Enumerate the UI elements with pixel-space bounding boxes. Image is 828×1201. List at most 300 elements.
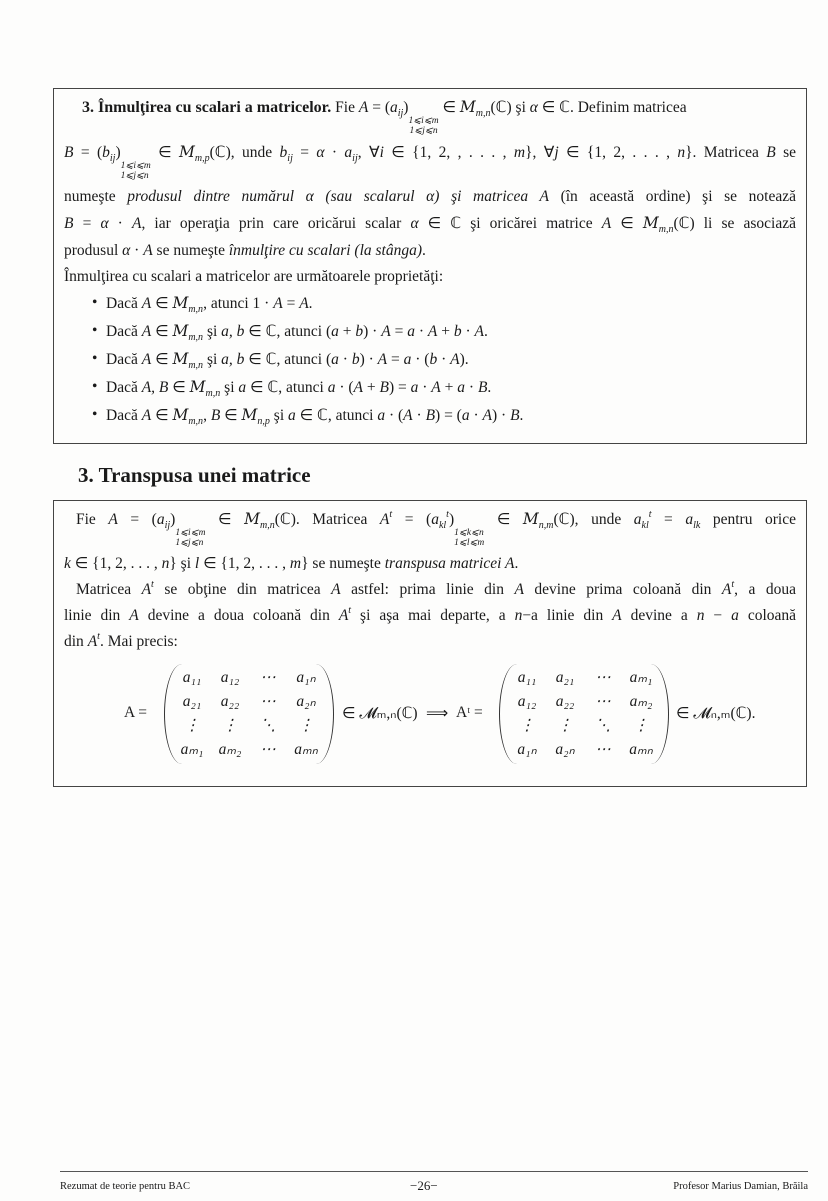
math-symbol: α [316, 144, 325, 161]
text: + [437, 323, 454, 340]
math-symbol: A [381, 323, 391, 340]
subscript: lk [693, 520, 701, 531]
math-script-symbol: M [172, 294, 189, 312]
math-symbol: α [529, 99, 538, 116]
math-symbol: a [431, 511, 439, 528]
math-symbol: a [331, 351, 339, 368]
math-symbol: n [696, 607, 705, 624]
bold-title: 3. Înmulţirea cu scalari a matricelor. [82, 99, 332, 116]
matrix-entry: ⋯ [595, 669, 611, 686]
paragraph-line [64, 606, 796, 626]
subscript: m,n [658, 224, 674, 235]
math-symbol: a [331, 323, 339, 340]
scalar-multiplication-box [53, 88, 807, 444]
math-symbol: A [514, 581, 524, 598]
subscript-range [408, 116, 438, 136]
matrix-at-label: Aᵗ = [456, 704, 483, 721]
subscript: m,n [188, 332, 204, 343]
paragraph-line [76, 509, 796, 548]
math-symbol: A [141, 351, 152, 368]
math-symbol: A [141, 295, 152, 312]
math-symbol: n [161, 555, 170, 572]
matrix-entry: a₁₁ [182, 669, 202, 686]
math-symbol: B [425, 407, 436, 424]
math-symbol: b [429, 351, 438, 368]
math-symbol: A [141, 581, 152, 598]
text: ) [448, 511, 455, 528]
text: · [469, 407, 483, 424]
text: linie din [64, 607, 130, 624]
text: coloană [738, 607, 797, 624]
math-symbol: A [427, 323, 438, 340]
subscript: ij [164, 520, 171, 531]
subscript-bound: 1⩽j⩽n [120, 171, 149, 181]
superscript: t [648, 509, 652, 520]
math-symbol: i [379, 144, 384, 161]
math-script-symbol: M [642, 214, 659, 232]
math-symbol: a [410, 379, 419, 396]
math-symbol: l [194, 555, 200, 572]
text: şi [203, 351, 222, 368]
emphasis-text: înmulţire cu scalari (la stânga) [228, 242, 423, 259]
math-symbol: A [403, 407, 413, 424]
math-symbol: A [474, 323, 484, 340]
math-script-symbol: M [172, 406, 189, 424]
text: (ℂ) şi [490, 99, 530, 116]
math-symbol: A [143, 242, 153, 259]
text: Fie [331, 99, 359, 116]
subscript: m,n [188, 304, 204, 315]
math-script-symbol: M [172, 322, 189, 340]
bullet-item [92, 377, 796, 399]
footer-rule [60, 1171, 808, 1172]
membership-mmn: ∈ 𝓜ₘ,ₙ(ℂ) [342, 705, 418, 722]
matrix-entry: ⋯ [595, 741, 611, 758]
text: = ( [73, 144, 103, 161]
subscript-range [121, 161, 151, 181]
text: ∈ [151, 351, 173, 368]
math-symbol: a [288, 407, 296, 424]
text: ) = ( [435, 407, 462, 424]
math-symbol: n [677, 144, 686, 161]
subscript: ij [109, 153, 116, 164]
text: = ( [368, 99, 390, 116]
text: · [108, 215, 132, 232]
math-symbol: B [766, 144, 776, 161]
text: Dacă [106, 407, 142, 424]
text: ∈ ℂ. Definim matricea [537, 99, 687, 116]
subscript: ij [287, 153, 293, 164]
math-symbol: A [338, 607, 349, 624]
matrix-a-label: A = [124, 704, 147, 721]
math-symbol: B [477, 379, 488, 396]
text: . [487, 379, 492, 396]
math-symbol: A [482, 407, 492, 424]
text: ∈ ℂ, atunci [295, 407, 378, 424]
page-number: −26− [410, 1178, 438, 1193]
text: −a linie din [522, 607, 613, 624]
math-symbol: a [403, 351, 412, 368]
text: · ( [411, 351, 430, 368]
math-symbol: b [355, 323, 364, 340]
matrix-entry: ⋮ [633, 717, 649, 734]
text: + [363, 379, 380, 396]
math-symbol: α [122, 242, 131, 259]
subscript: m,n [188, 360, 204, 371]
math-script-symbol: M [179, 143, 195, 161]
math-symbol: A [331, 581, 341, 598]
text: · ( [335, 379, 354, 396]
subscript: m,n [188, 416, 204, 427]
text: ∈ ℂ, atunci ( [244, 351, 332, 368]
text: − [704, 607, 732, 624]
text: (ℂ) li se asociază [673, 215, 796, 232]
paragraph-line [76, 580, 796, 600]
text: ) · [492, 407, 511, 424]
text: (ℂ), unde [209, 144, 280, 161]
math-symbol: a [685, 511, 694, 528]
text: ∈ ℂ, atunci [246, 379, 328, 396]
math-symbol: α [100, 215, 109, 232]
matrix-a-transpose [499, 664, 669, 764]
matrix-entry: a₁ₙ [517, 741, 537, 758]
matrix-entry: aₘ₁ [180, 741, 204, 758]
text: ∈ [438, 99, 460, 116]
subscript-bound: 1⩽i⩽m [408, 116, 439, 126]
math-symbol: A [129, 607, 139, 624]
math-symbol: A [273, 295, 283, 312]
math-symbol: B [64, 144, 74, 161]
math-symbol: a [156, 511, 165, 528]
text: Înmulţirea cu scalari a matricelor are următoarele proprietăţi: [64, 268, 444, 285]
math-symbol: a [389, 99, 398, 116]
subscript: m,n [259, 520, 275, 531]
matrix-entry: ⋱ [260, 717, 276, 734]
matrix-entry: aₘₙ [629, 741, 653, 758]
matrix-entry: ⋮ [184, 717, 200, 734]
matrix-entry: ⋮ [519, 717, 535, 734]
paragraph-line [64, 187, 796, 207]
text: , iar operaţia prin care oricărui scalar [141, 215, 411, 232]
bullet-icon: • [92, 350, 98, 367]
text: (în această ordine) şi se notează [548, 188, 796, 205]
math-script-symbol: M [522, 510, 539, 528]
bullet-icon: • [92, 406, 98, 423]
subscript: m,n [205, 388, 221, 399]
text: + [440, 379, 458, 396]
math-symbol: A [299, 295, 309, 312]
text: ∈ [484, 511, 523, 528]
math-script-symbol: M [172, 350, 189, 368]
text: ∈ [151, 295, 173, 312]
membership-mnm: ∈ 𝓜ₙ,ₘ(ℂ). [676, 705, 756, 722]
text: . [519, 407, 524, 424]
text: devine prima coloană din [523, 581, 722, 598]
text: · [414, 323, 428, 340]
subscript: ij [352, 153, 358, 164]
text: , [203, 407, 211, 424]
text: produsul [64, 242, 123, 259]
math-symbol: A [353, 379, 363, 396]
text: Dacă [106, 295, 142, 312]
math-symbol: B [64, 215, 74, 232]
math-symbol: a [327, 379, 336, 396]
text: ∈ {1, 2, , . . . , [383, 144, 514, 161]
math-symbol: n [514, 607, 523, 624]
math-symbol: m [513, 144, 526, 161]
math-symbol: A [141, 407, 152, 424]
text: · [130, 242, 144, 259]
superscript: t [389, 509, 393, 520]
math-symbol: a, b [221, 351, 245, 368]
subscript-bound: 1⩽i⩽m [175, 528, 206, 538]
text: = [292, 144, 317, 161]
text: · [338, 351, 352, 368]
math-script-symbol: M [189, 378, 206, 396]
text: } se numeşte [301, 555, 385, 572]
matrix-entry: a₂ₙ [296, 693, 316, 710]
text: . [514, 555, 519, 572]
superscript: t [97, 631, 100, 642]
text: devine a [621, 607, 697, 624]
text: . [422, 242, 426, 259]
text: }. Matricea [685, 144, 767, 161]
text: · [324, 144, 345, 161]
matrix-entry: ⋯ [595, 693, 611, 710]
text: ). [459, 351, 469, 368]
text: = ( [117, 511, 157, 528]
math-symbol: a [407, 323, 415, 340]
matrix-entry: a₁ₙ [296, 669, 316, 686]
math-symbol: A [601, 215, 612, 232]
text: · [465, 379, 478, 396]
math-symbol: a [633, 511, 642, 528]
matrix-entry: ⋱ [595, 717, 611, 734]
text: ∈ [168, 379, 190, 396]
text: ∈ {1, 2, . . . , [558, 144, 678, 161]
matrix-entry: a₁₁ [517, 669, 537, 686]
matrix-entry: aₘ₂ [629, 693, 653, 710]
matrix-entry: a₂₂ [555, 693, 575, 710]
text: · ( [385, 407, 404, 424]
matrix-entry: a₂₁ [182, 693, 202, 710]
math-symbol: A [131, 215, 142, 232]
math-script-symbol: M [459, 98, 476, 116]
math-symbol: a, b [221, 323, 245, 340]
math-symbol: A, B [141, 379, 169, 396]
footer-right: Profesor Marius Damian, Brăila [673, 1181, 808, 1192]
bullet-item [92, 349, 796, 371]
text: (ℂ). Matricea [274, 511, 380, 528]
text: şi [220, 379, 239, 396]
matrix-entry: ⋯ [260, 669, 276, 686]
text: · [437, 351, 451, 368]
text: astfel: prima linie din [340, 581, 515, 598]
subscript-range [454, 528, 484, 548]
math-symbol: A [431, 379, 441, 396]
emphasis-text: transpusa matricei A [384, 555, 515, 572]
text: ) · [359, 351, 378, 368]
text: ∈ ℂ şi oricărei matrice [418, 215, 602, 232]
text: ∈ [150, 144, 180, 161]
matrix-entry: aₘₙ [294, 741, 318, 758]
math-symbol: a [377, 407, 386, 424]
superscript: t [151, 579, 154, 590]
text: ) = [388, 379, 411, 396]
bullet-icon: • [92, 294, 98, 311]
text: Dacă [106, 323, 142, 340]
paragraph-line [82, 97, 796, 136]
emphasis-text: produsul dintre numărul α (sau scalarul α) şi matricea A [127, 188, 549, 205]
transpose-text [64, 509, 796, 652]
implies-arrow: ⟹ [426, 705, 449, 722]
text: = [73, 215, 101, 232]
text: = [387, 351, 404, 368]
text: pentru orice [700, 511, 796, 528]
text: se obţine din matricea [153, 581, 332, 598]
footer-left: Rezumat de teorie pentru BAC [60, 1181, 191, 1192]
matrix-entry: ⋯ [260, 693, 276, 710]
text: . Mai precis: [99, 633, 178, 650]
text: se [775, 144, 796, 161]
superscript: t [446, 509, 449, 520]
text: = [651, 511, 686, 528]
matrix-entry: a₂ₙ [555, 741, 575, 758]
math-symbol: α [410, 215, 419, 232]
matrix-entry: ⋮ [298, 717, 314, 734]
math-symbol: A [721, 581, 732, 598]
text: ∈ {1, 2, . . . , [199, 555, 290, 572]
math-symbol: a [238, 379, 247, 396]
bullet-icon: • [92, 322, 98, 339]
text: devine a doua coloană din [138, 607, 339, 624]
subscript: m,n [475, 108, 491, 119]
text: ) · [363, 323, 382, 340]
text: din [64, 633, 88, 650]
text: Fie [76, 511, 109, 528]
text: } şi [169, 555, 195, 572]
superscript: t [348, 605, 352, 616]
math-symbol: A [141, 323, 152, 340]
math-symbol: b [279, 144, 288, 161]
text: ∈ [151, 323, 173, 340]
subscript-bound: 1⩽j⩽n [409, 126, 438, 136]
math-symbol: A [108, 511, 118, 528]
text: şi aşa mai departe, a [351, 607, 515, 624]
subscript: n,p [257, 416, 270, 427]
text: · [412, 407, 426, 424]
matrix-entry: ⋯ [260, 741, 276, 758]
math-symbol: a [344, 144, 353, 161]
text: ∈ [611, 215, 643, 232]
matrix-entry: ⋮ [557, 717, 573, 734]
matrix-entry: a₁₂ [220, 669, 240, 686]
text: se numeşte [152, 242, 229, 259]
text: }, ∀ [525, 144, 555, 161]
text: ) [115, 144, 121, 161]
math-symbol: a [731, 607, 739, 624]
matrix-entry: a₂₁ [555, 669, 575, 686]
text: Dacă [106, 379, 142, 396]
paragraph-line [64, 632, 796, 652]
text: Matricea [76, 581, 142, 598]
text: ) [403, 99, 409, 116]
section-heading: 3. Transpusa unei matrice [78, 463, 311, 487]
math-symbol: B [210, 407, 221, 424]
subscript-bound: 1⩽i⩽m [120, 161, 151, 171]
math-symbol: a [461, 407, 470, 424]
text: , ∀ [357, 144, 380, 161]
math-symbol: A [612, 607, 622, 624]
bullet-icon: • [92, 378, 98, 395]
text: ) [170, 511, 176, 528]
subscript-bound: 1⩽j⩽n [175, 538, 204, 548]
math-symbol: A [450, 351, 460, 368]
text: . [308, 295, 313, 312]
bullet-item [92, 405, 796, 427]
text: , a doua [734, 581, 796, 598]
math-symbol: A [358, 99, 369, 116]
matrix-a [164, 664, 334, 764]
text: ∈ {1, 2, . . . , [70, 555, 162, 572]
text: + [338, 323, 356, 340]
matrix-entry: ⋮ [222, 717, 238, 734]
paragraph-line [64, 267, 796, 287]
matrix-entry: a₁₂ [517, 693, 537, 710]
math-symbol: A [377, 351, 388, 368]
subscript: kl [438, 520, 447, 531]
text: şi [203, 323, 222, 340]
text: (ℂ), unde [553, 511, 634, 528]
subscript: kl [641, 520, 649, 531]
paragraph-line [64, 213, 796, 235]
subscript: ij [397, 108, 404, 119]
text: = [282, 295, 300, 312]
math-symbol: a [457, 379, 466, 396]
text: ∈ [205, 511, 245, 528]
math-symbol: B [510, 407, 520, 424]
text: = [390, 323, 408, 340]
text: şi [269, 407, 289, 424]
math-script-symbol: M [241, 406, 258, 424]
math-symbol: b [453, 323, 462, 340]
math-symbol: A [87, 633, 98, 650]
math-symbol: A [379, 511, 390, 528]
superscript: t [731, 579, 735, 590]
math-symbol: b [102, 144, 110, 161]
subscript-range [175, 528, 205, 548]
math-symbol: m [289, 555, 302, 572]
subscript: n,m [538, 520, 554, 531]
text: · [418, 379, 432, 396]
math-symbol: j [554, 144, 559, 161]
text: = ( [392, 511, 432, 528]
text: , atunci 1 · [203, 295, 274, 312]
math-symbol: k [64, 555, 71, 572]
text: ∈ [151, 407, 173, 424]
math-script-symbol: M [244, 510, 260, 528]
matrix-equation [64, 664, 796, 772]
text: ∈ ℂ, atunci ( [244, 323, 332, 340]
bullet-item [92, 321, 796, 343]
matrix-entry: a₂₂ [220, 693, 240, 710]
text: Dacă [106, 351, 142, 368]
transpose-box [53, 500, 807, 787]
subscript-bound: 1⩽k⩽n [454, 528, 484, 538]
math-symbol: b [351, 351, 360, 368]
text: numeşte [64, 188, 128, 205]
subscript-bound: 1⩽l⩽m [454, 538, 485, 548]
